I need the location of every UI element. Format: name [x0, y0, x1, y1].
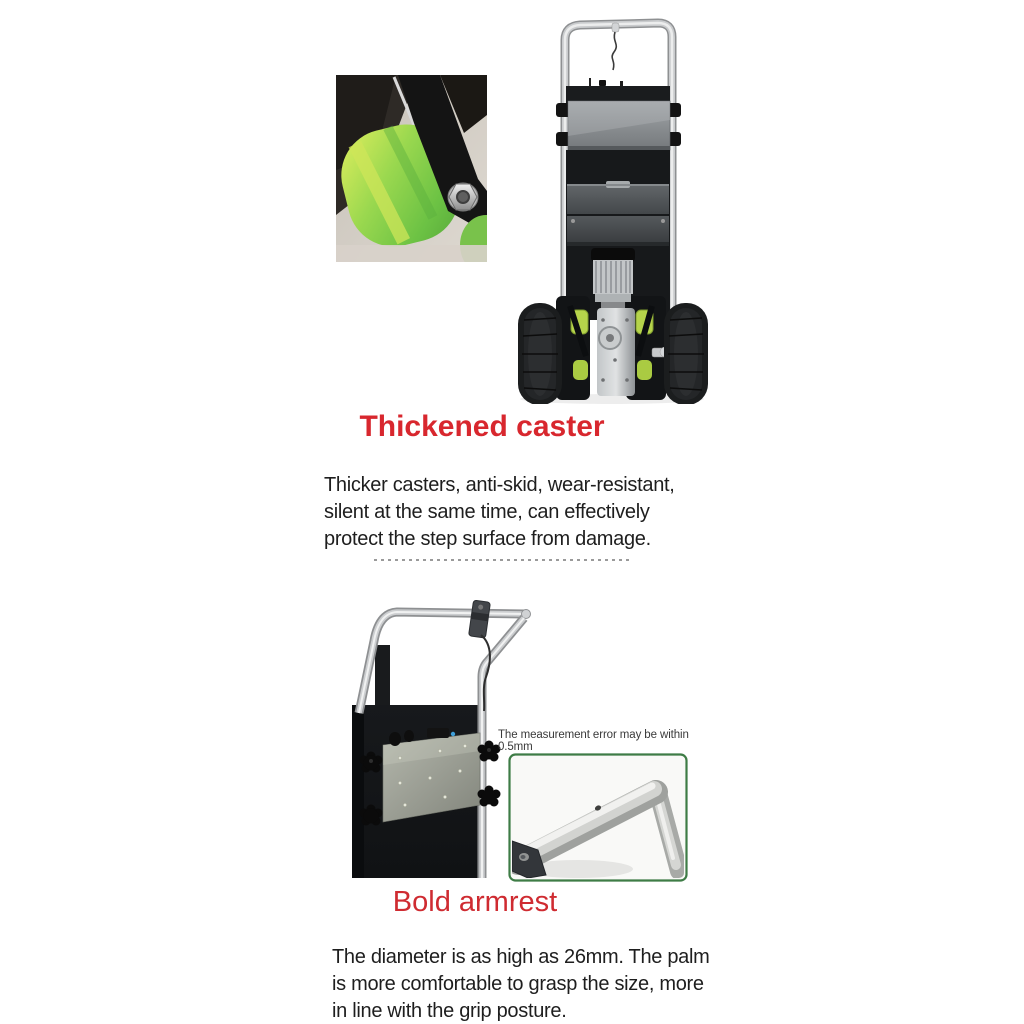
caster-wheel-closeup-photo — [336, 75, 487, 262]
dotted-divider — [374, 559, 632, 561]
section2-description-line3: in line with the grip posture. — [332, 1000, 567, 1022]
section2-description-line2: is more comfortable to grasp the size, more — [332, 973, 704, 995]
section1-description-line3: protect the step surface from damage. — [324, 528, 651, 550]
armrest-tube-closeup-photo — [508, 753, 688, 882]
measurement-note: The measurement error may be within 0.5mm — [498, 729, 689, 753]
section1-description — [324, 472, 724, 553]
trolley-back-view-photo — [500, 8, 710, 404]
section1-description-line1: Thicker casters, anti-skid, wear-resistant, — [324, 474, 675, 496]
caster-wheel-closeup-image — [336, 75, 487, 262]
section2-description-line1: The diameter is as high as 26mm. The palm — [332, 946, 710, 968]
trolley-back-view-image — [500, 8, 710, 404]
section2-description — [332, 944, 732, 1024]
section1-title: Thickened caster — [359, 410, 605, 443]
armrest-tube-closeup-image — [508, 753, 688, 882]
section1-description-line2: silent at the same time, can effectively — [324, 501, 650, 523]
section2-title: Bold armrest — [392, 886, 558, 918]
